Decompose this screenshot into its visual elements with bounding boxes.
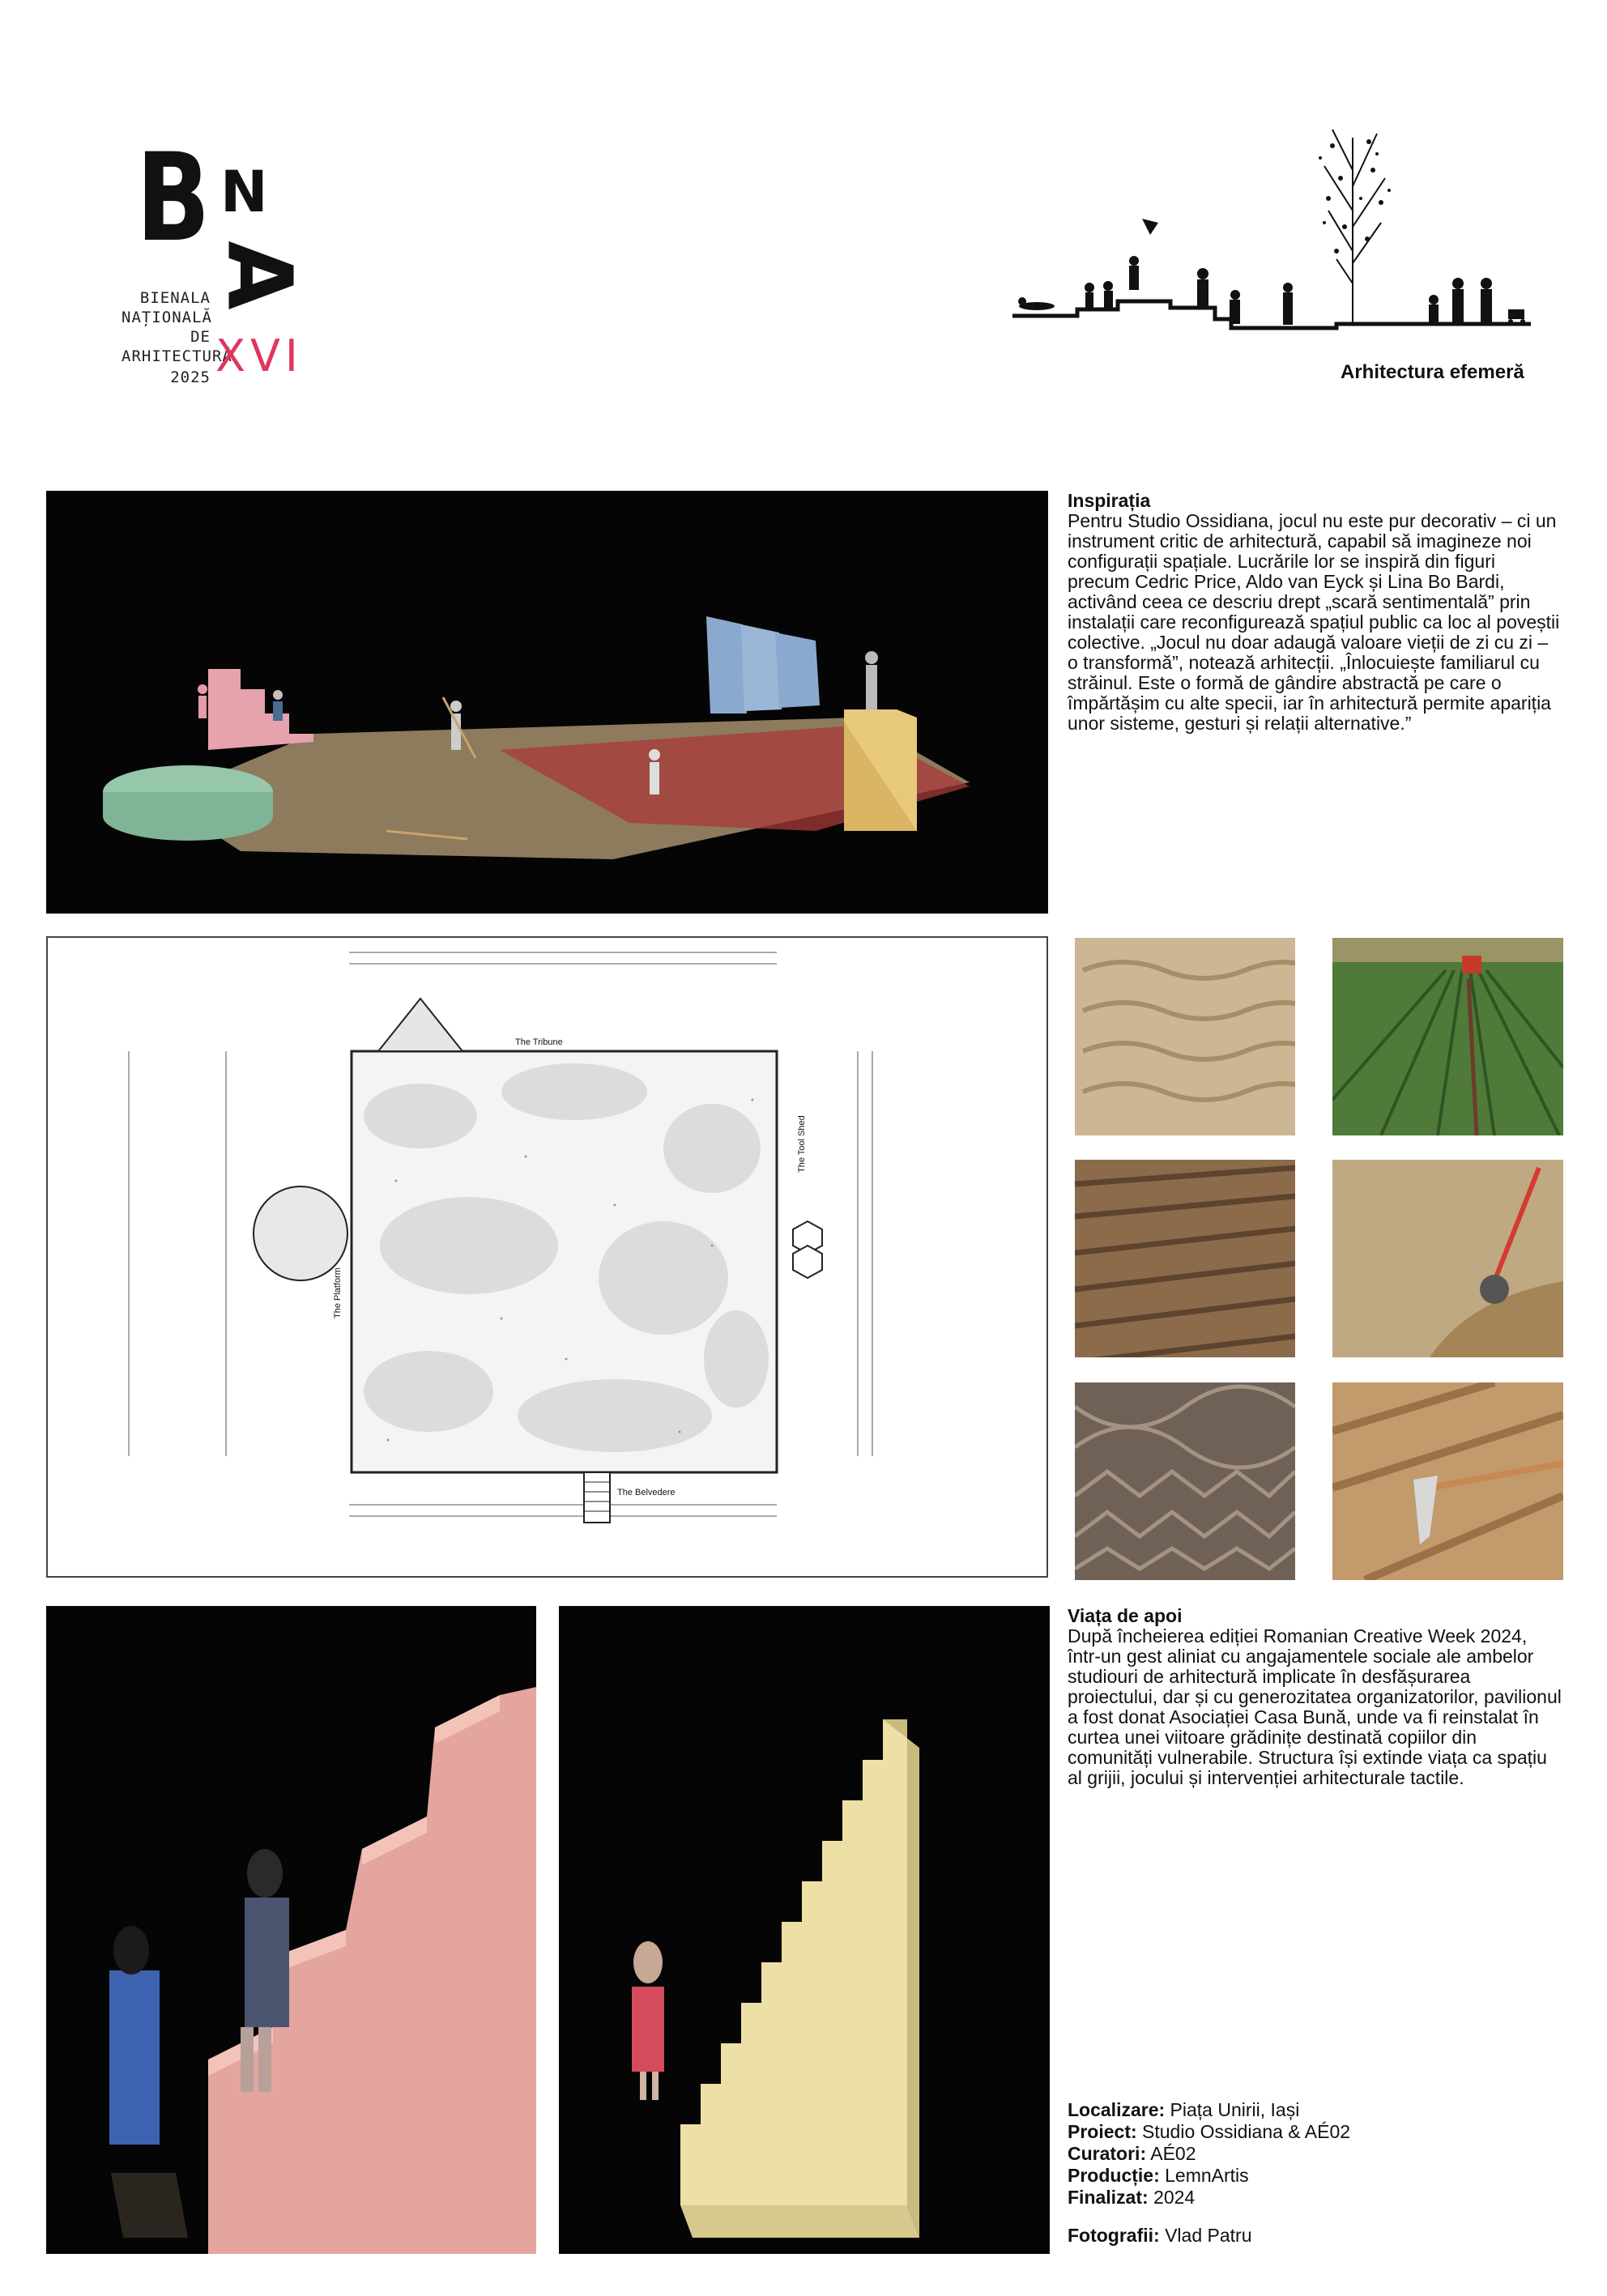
texture-ploughed-rows <box>1075 1160 1295 1357</box>
credit-project <box>1068 2121 1562 2143</box>
afterlife-body: După încheierea ediției Romanian Creative Week 2024, într-un gest aliniat cu angajamentele sociale ale ambelor studiouri de arhitectură implicate în desfășurarea proiectului, dar și cu generozitatea organizatorilor, pavilionul a fost donat Asociației Casa Bună, unde va fi reinstalat în curtea unei viitoare grădinițe destinată copiilor din comunități vulnerabile. Structura își extinde viața ca spațiu al grijii, jocului și intervenției arhitecturale tactile. <box>1068 1625 1562 1788</box>
yellow-stair-photo <box>559 1606 1050 2254</box>
pink-steps-photo <box>46 1606 536 2254</box>
logo-line-nationala: NAȚIONALĂ <box>121 309 212 326</box>
inspiration-body: Pentru Studio Ossidiana, jocul nu este pur decorativ – ci un instrument critic de arhitectură, capabil să imagineze noi configurații spațiale. Lucrările lor se inspiră din figuri precum Cedric Price, Aldo van Eyck și Lina Bo Bardi, activând ceea ce descriu drept „scară sentimentală” prin instalații care reconfigurează spațiul public ca loc al poveștii colective. „Jocul nu doar adaugă valoare vieții de zi cu zi – o transformă”, notează arhitecții. „Înlocuiește familiarul cu străinul. Este o formă de gândire abstractă pe care o împărtășim cu alte specii, iar în arhitectură permite apariția unor sisteme, gesturi și relații alternative.” <box>1068 510 1560 734</box>
inspiration-title: Inspirația <box>1068 490 1151 511</box>
credit-completed <box>1068 2187 1562 2209</box>
texture-carved-pattern <box>1075 1382 1295 1580</box>
label-tribune: The Tribune <box>515 1037 563 1047</box>
tree-drawing <box>1324 130 1385 324</box>
credit-location-value: Piața Unirii, Iași <box>1170 2099 1300 2120</box>
model-overview-photo <box>46 491 1048 914</box>
logo-line-arhitectura: ARHITECTURĂ <box>121 347 232 365</box>
texture-tractor-field <box>1332 938 1563 1135</box>
credit-production <box>1068 2165 1562 2187</box>
logo-letter-b: B <box>136 128 211 269</box>
inspiration-section <box>1068 491 1562 734</box>
texture-hoe-furrows <box>1332 1382 1563 1580</box>
project-credits <box>1068 2099 1562 2247</box>
credit-production-label: Producție: <box>1068 2165 1160 2186</box>
credit-production-value: LemnArtis <box>1165 2165 1249 2186</box>
texture-carved-wood <box>1075 938 1295 1135</box>
logo-letter-a: A <box>207 241 312 310</box>
credit-project-label: Proiect: <box>1068 2121 1137 2142</box>
label-belvedere: The Belvedere <box>617 1488 676 1497</box>
credit-completed-label: Finalizat: <box>1068 2187 1149 2208</box>
logo-line-de: DE <box>190 328 211 346</box>
credit-completed-value: 2024 <box>1153 2187 1196 2208</box>
afterlife-title: Viața de apoi <box>1068 1605 1183 1626</box>
section-label: Arhitectura efemeră <box>1341 361 1524 383</box>
logo-line-year: 2025 <box>170 368 211 386</box>
credit-photos <box>1068 2225 1562 2247</box>
logo-letter-n: N <box>220 159 268 225</box>
label-tool-shed: The Tool Shed <box>797 1115 807 1173</box>
credit-location <box>1068 2099 1562 2121</box>
texture-hand-plough <box>1332 1160 1563 1357</box>
site-plan-drawing <box>46 936 1048 1578</box>
credit-curators-label: Curatori: <box>1068 2143 1147 2164</box>
bna-logo <box>121 128 364 413</box>
label-platform: The Platform <box>333 1267 343 1318</box>
credit-project-value: Studio Ossidiana & AÉ02 <box>1142 2121 1351 2142</box>
logo-line-bienala: BIENALA <box>139 289 211 307</box>
credit-photos-value: Vlad Patru <box>1165 2225 1252 2246</box>
credit-curators-value: AÉ02 <box>1150 2143 1196 2164</box>
credit-location-label: Localizare: <box>1068 2099 1166 2120</box>
credit-curators <box>1068 2143 1562 2165</box>
credit-photos-label: Fotografii: <box>1068 2225 1160 2246</box>
edition-number: XVI <box>215 330 303 381</box>
ephemeral-architecture-illustration <box>1012 121 1539 383</box>
afterlife-section <box>1068 1606 1562 1788</box>
